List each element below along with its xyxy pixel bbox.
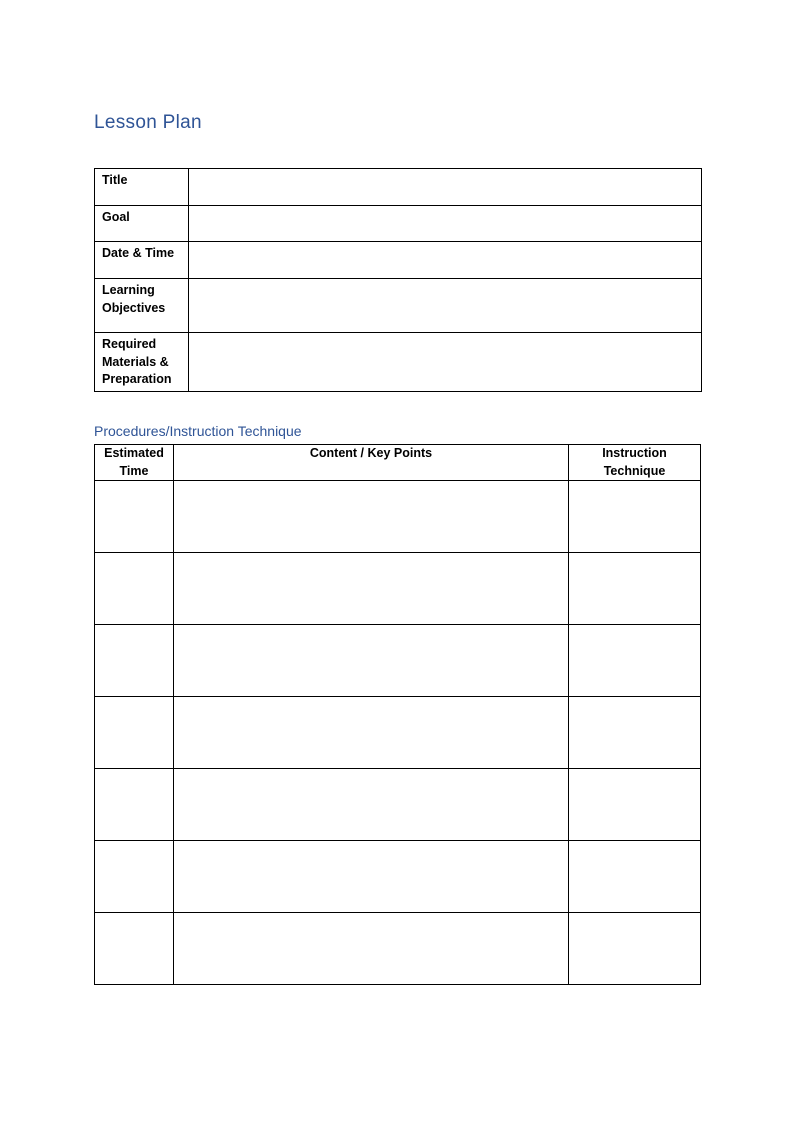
estimated-time-cell[interactable] bbox=[95, 841, 174, 913]
table-row bbox=[95, 913, 701, 985]
info-value-title[interactable] bbox=[189, 169, 702, 206]
table-row bbox=[95, 841, 701, 913]
info-value-date-time[interactable] bbox=[189, 242, 702, 279]
table-row bbox=[95, 242, 702, 279]
info-label-learning-objectives: Learning Objectives bbox=[95, 279, 189, 333]
instruction-technique-cell[interactable] bbox=[569, 913, 701, 985]
info-label-goal: Goal bbox=[95, 206, 189, 242]
info-label-required-materials: Required Materials & Preparation bbox=[95, 333, 189, 392]
content-key-points-cell[interactable] bbox=[174, 697, 569, 769]
table-row bbox=[95, 769, 701, 841]
info-label-date-time: Date & Time bbox=[95, 242, 189, 279]
table-row bbox=[95, 169, 702, 206]
content-key-points-cell[interactable] bbox=[174, 913, 569, 985]
table-row bbox=[95, 333, 702, 392]
instruction-technique-cell[interactable] bbox=[569, 481, 701, 553]
content-key-points-cell[interactable] bbox=[174, 553, 569, 625]
table-row bbox=[95, 206, 702, 242]
content-key-points-cell[interactable] bbox=[174, 841, 569, 913]
info-value-learning-objectives[interactable] bbox=[189, 279, 702, 333]
content-key-points-cell[interactable] bbox=[174, 481, 569, 553]
column-header-estimated-time: Estimated Time bbox=[95, 445, 174, 481]
info-value-required-materials[interactable] bbox=[189, 333, 702, 392]
table-row bbox=[95, 697, 701, 769]
estimated-time-cell[interactable] bbox=[95, 553, 174, 625]
estimated-time-cell[interactable] bbox=[95, 625, 174, 697]
table-row bbox=[95, 279, 702, 333]
instruction-technique-cell[interactable] bbox=[569, 769, 701, 841]
instruction-technique-cell[interactable] bbox=[569, 553, 701, 625]
instruction-technique-cell[interactable] bbox=[569, 841, 701, 913]
instruction-technique-cell[interactable] bbox=[569, 697, 701, 769]
info-value-goal[interactable] bbox=[189, 206, 702, 242]
table-row bbox=[95, 481, 701, 553]
estimated-time-cell[interactable] bbox=[95, 697, 174, 769]
estimated-time-cell[interactable] bbox=[95, 913, 174, 985]
column-header-content-key-points: Content / Key Points bbox=[174, 445, 569, 481]
info-label-title: Title bbox=[95, 169, 189, 206]
page-title: Lesson Plan bbox=[94, 112, 202, 133]
procedures-heading: Procedures/Instruction Technique bbox=[94, 423, 302, 439]
instruction-technique-cell[interactable] bbox=[569, 625, 701, 697]
table-row bbox=[95, 553, 701, 625]
estimated-time-cell[interactable] bbox=[95, 769, 174, 841]
procedures-table bbox=[94, 444, 701, 985]
estimated-time-cell[interactable] bbox=[95, 481, 174, 553]
lesson-info-table bbox=[94, 168, 702, 392]
column-header-instruction-technique: Instruction Technique bbox=[569, 445, 701, 481]
content-key-points-cell[interactable] bbox=[174, 625, 569, 697]
table-row bbox=[95, 625, 701, 697]
table-header-row bbox=[95, 445, 701, 481]
content-key-points-cell[interactable] bbox=[174, 769, 569, 841]
